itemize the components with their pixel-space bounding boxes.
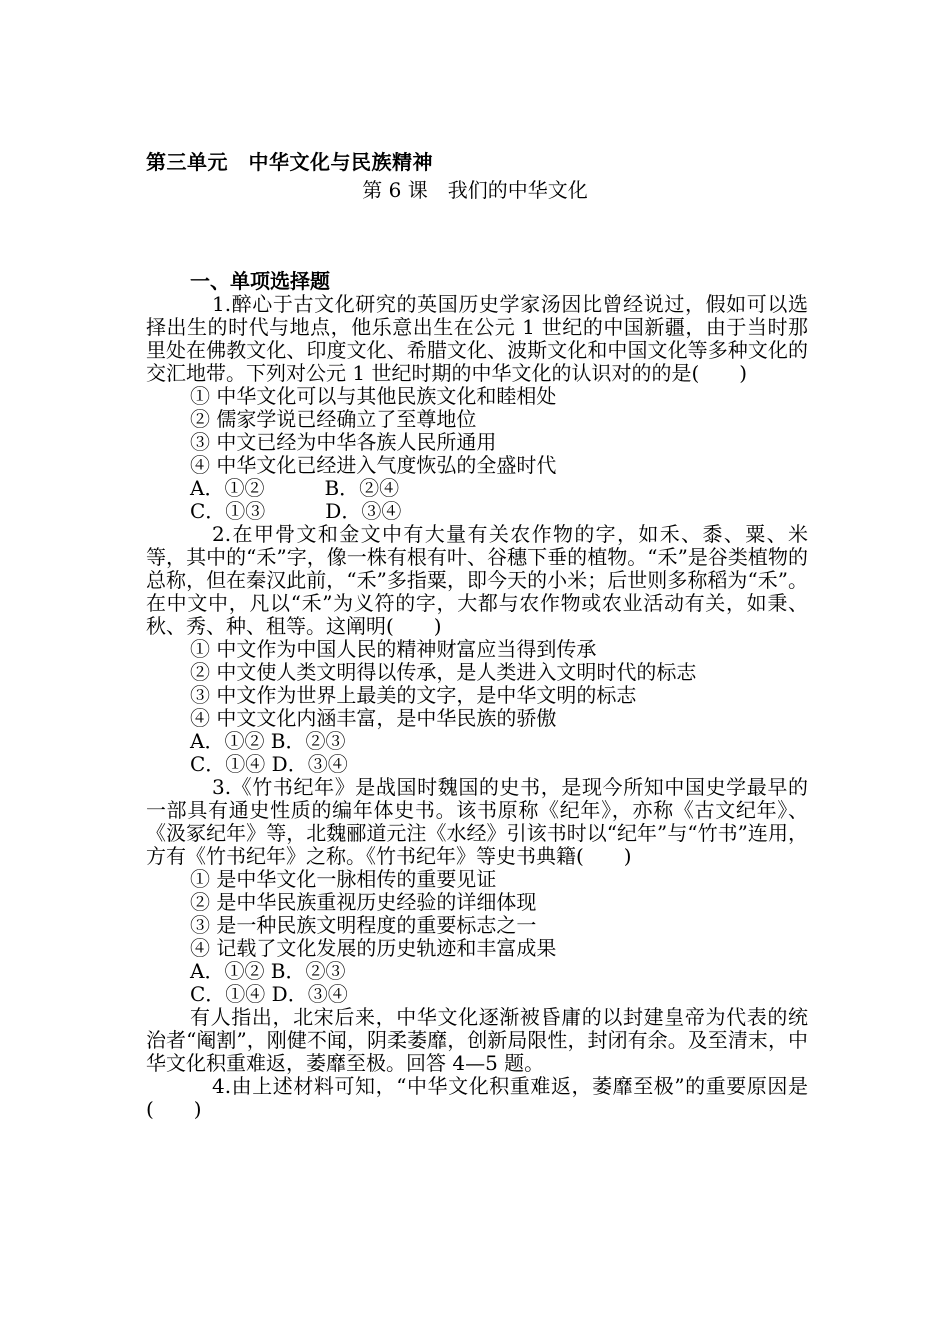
question-3-item-2: ② 是中华民族重视历史经验的详细体现 <box>190 890 537 914</box>
question-1-item-4: ④ 中华文化已经进入气度恢弘的全盛时代 <box>190 453 557 477</box>
question-2-choices-cd: C．①④ D．③④ <box>190 752 348 776</box>
document-body <box>146 270 808 1121</box>
question-3-choices-cd: C．①④ D．③④ <box>190 982 348 1006</box>
question-1-choices-cd: C．①③ D．③④ <box>190 499 402 523</box>
section-heading: 一、单项选择题 <box>190 269 330 293</box>
question-1-item-1: ① 中华文化可以与其他民族文化和睦相处 <box>190 384 557 408</box>
question-1-choices-ab: A．①② B．②④ <box>190 476 400 500</box>
question-3-item-1: ① 是中华文化一脉相传的重要见证 <box>190 867 497 891</box>
question-1-stem: 1.醉心于古文化研究的英国历史学家汤因比曾经说过，假如可以选择出生的时代与地点，他乐意出生在公元 1 世纪的中国新疆，由于当时那里处在佛教文化、印度文化、希腊文化、波斯文化和中国文化等多种文化的交汇地带。下列对公元 1 世纪时期的中华文化的认识对的的是( ) <box>146 292 808 385</box>
question-1-item-2: ② 儒家学说已经确立了至尊地位 <box>190 407 477 431</box>
question-3-stem: 3.《竹书纪年》是战国时魏国的史书，是现今所知中国史学最早的一部具有通史性质的编年体史书。该书原称《纪年》，亦称《古文纪年》、《汲冢纪年》等，北魏郦道元注《水经》引该书时以“纪年”与“竹书”连用，方有《竹书纪年》之称。《竹书纪年》等史书典籍( ) <box>146 775 808 868</box>
question-3-item-4: ④ 记载了文化发展的历史轨迹和丰富成果 <box>190 936 557 960</box>
question-2-item-3: ③ 中文作为世界上最美的文字，是中华文明的标志 <box>190 683 637 707</box>
question-2-stem: 2.在甲骨文和金文中有大量有关农作物的字，如禾、黍、粟、米等，其中的“禾”字，像一株有根有叶、谷穗下垂的植物。“禾”是谷类植物的总称，但在秦汉此前，“禾”多指粟，即今天的小米；后世则多称稻为“禾”。在中文中，凡以“禾”为义符的字，大都与农作物或农业活动有关，如秉、秋、秀、种、租等。这阐明( ) <box>146 522 808 638</box>
question-2-item-4: ④ 中文文化内涵丰富，是中华民族的骄傲 <box>190 706 557 730</box>
material-passage: 有人指出，北宋后来，中华文化逐渐被昏庸的以封建皇帝为代表的统治者“阉割”，刚健不闻，阴柔萎靡，创新局限性，封闭有余。及至清末，中华文化积重难返，萎靡至极。回答 4—5 题。 <box>146 1005 808 1075</box>
question-1-item-3: ③ 中文已经为中华各族人民所通用 <box>190 430 497 454</box>
question-2-item-1: ① 中文作为中国人民的精神财富应当得到传承 <box>190 637 597 661</box>
unit-title: 第三单元 中华文化与民族精神 <box>146 150 433 174</box>
question-3-item-3: ③ 是一种民族文明程度的重要标志之一 <box>190 913 537 937</box>
question-3-choices-ab: A．①② B．②③ <box>190 959 346 983</box>
lesson-title: 第 6 课 我们的中华文化 <box>362 178 588 202</box>
question-2-choices-ab: A．①② B．②③ <box>190 729 346 753</box>
question-2-item-2: ② 中文使人类文明得以传承，是人类进入文明时代的标志 <box>190 660 697 684</box>
question-4-stem: 4.由上述材料可知，“中华文化积重难返，萎靡至极”的重要原因是( ) <box>146 1074 808 1121</box>
